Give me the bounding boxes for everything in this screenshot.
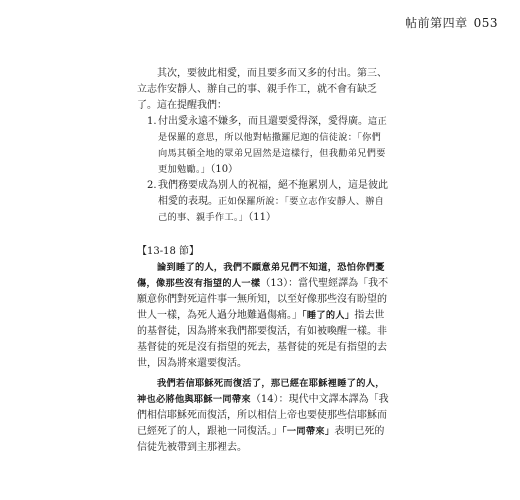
list-item-text: 付出愛永遠不嫌多，而且還要愛得深，愛得廣。 [158,116,368,127]
commentary-paragraph [137,260,389,372]
verse-ref: （10） [210,164,239,175]
chapter-title: 帖前第四章 [405,16,468,30]
list-item [137,114,389,178]
commentary-text: （14）：現代中文譯本譯為「我們相信耶穌死而復活，所以相信上帝也要使那些信耶穌而已經死了的人，跟祂一同復活。」 [137,394,389,437]
verse-ref: （11） [248,212,277,223]
list-number: 1. [147,116,157,127]
commentary-text: （13）：當代聖經譯為「我不願意你們對死這件事一無所知，以至好像那些沒有盼望的世人一樣，為死人過分地難過傷痛。」 [137,278,389,321]
list-item-text: 我們務要成為別人的祝福，絕不拖累別人，這是彼此相愛的表現。 [158,180,388,207]
list-item-note: 正如保羅所說：「要立志作安靜人、辦自己的事、親手作工。」 [158,196,385,223]
scripture-quote: 我們若信耶穌死而復活了，那已經在耶穌裡睡了的人，神也必將他與耶穌一同帶來 [137,378,385,405]
point-list [137,114,389,226]
intro-paragraph: 其次，要彼此相愛，而且要多而又多的付出。第三、立志作安靜人、辦自己的事、親手作工，就不會有缺乏了。這在提醒我們： [137,68,387,111]
highlight-term: 「一同帶來」 [282,426,335,437]
commentary-paragraph [137,376,389,456]
highlight-term: 「睡了的人」 [302,310,355,321]
page-number: 053 [473,16,498,30]
page-header [405,14,498,31]
page-body [137,66,389,456]
commentary-text: 指去世的基督徒，因為將來我們都要復活，有如被喚醒一樣。非基督徒的死是沒有指望的死去，基督徒的死是有指望的去世，因為將來還要復活。 [137,310,387,369]
list-item-note: 這正是保羅的意思，所以他對帖撒羅尼迦的信徒說：「你們向馬其頓全地的眾弟兄固然是這樣行，但我勸弟兄們要更加勉勵。」 [158,116,387,175]
commentary-text: 表明已死的信徒先被帶到主那裡去。 [137,426,385,453]
section-heading: 【13-18 節】 [137,246,200,257]
scripture-quote: 論到睡了的人，我們不願意弟兄們不知道，恐怕你們憂傷，像那些沒有指望的人一樣 [137,262,385,289]
list-number: 2. [147,180,157,191]
list-item [137,178,389,226]
